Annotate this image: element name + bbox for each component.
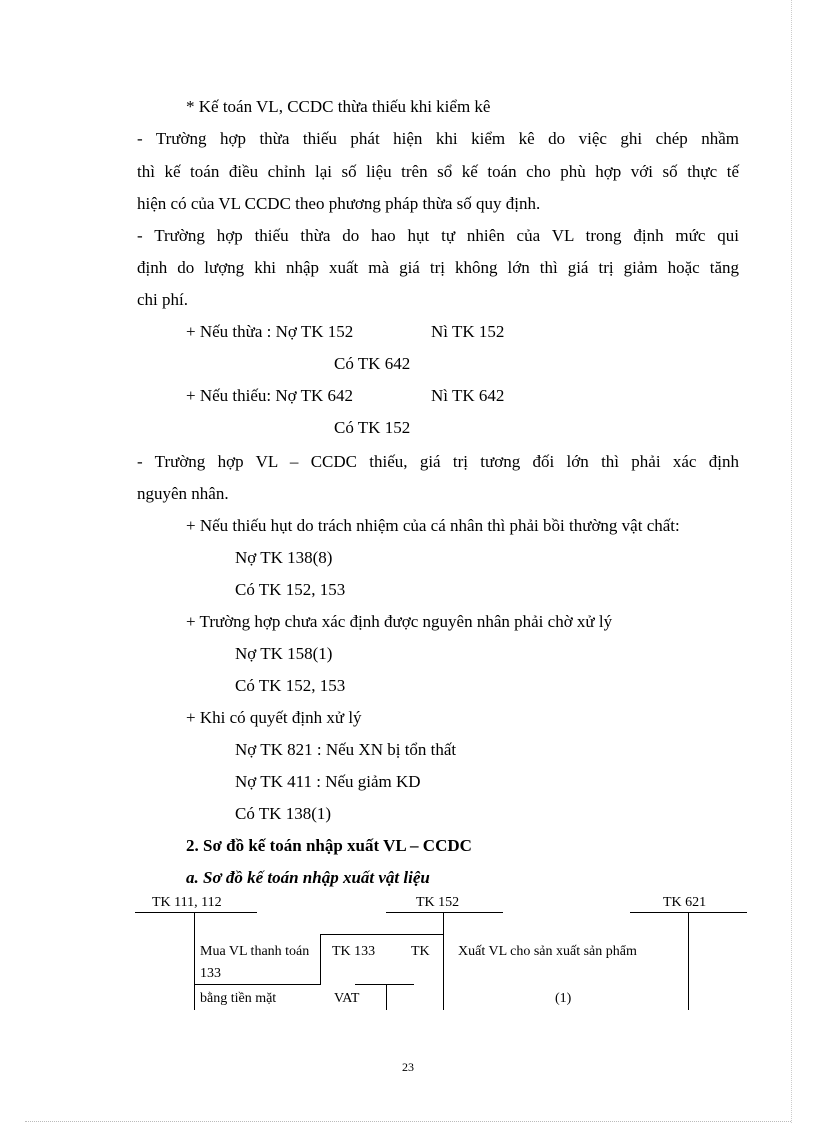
journal-entry: Nợ TK 158(1) [235,644,333,663]
entry-thua-debit: + Nếu thừa : Nợ TK 152 [186,322,354,341]
page-number: 23 [402,1060,414,1074]
paragraph-line: - Trường hợp thiếu thừa do hao hụt tự nhiên của VL trong định mức qui [137,226,739,245]
paragraph-line: nguyên nhân. [137,484,229,503]
text-tk: TK [411,944,430,959]
tk133-top-rule [320,934,443,935]
account-label-tk133: TK 133 [332,944,376,959]
paragraph-line: + Trường hợp chưa xác định được nguyên nhân phải chờ xử lý [186,612,613,631]
t-account-top-rule [135,912,257,913]
paragraph-line: - Trường hợp VL – CCDC thiếu, giá trị tương đối lớn thì phải xác định [137,452,739,471]
flow-line [195,984,321,985]
text-mua-vl: Mua VL thanh toán [200,944,310,959]
paragraph-line: chi phí. [137,290,188,309]
account-label-tk111: TK 111, 112 [152,895,222,910]
text-133: 133 [200,966,221,981]
t-account-divider [443,913,444,1010]
journal-entry: Có TK 152, 153 [235,580,346,599]
account-label-tk152: TK 152 [416,895,460,910]
text-xuat-vl: Xuất VL cho sản xuất sản phẩm [458,944,637,959]
journal-entry: Có TK 138(1) [235,804,332,823]
subsection-heading: a. Sơ đồ kế toán nhập xuất vật liệu [186,868,430,887]
text-vat: VAT [334,991,360,1006]
paragraph-line: - Trường hợp thừa thiếu phát hiện khi kiểm kê do việc ghi chép nhầm [137,129,739,148]
tk133-left-rule [320,934,321,984]
vat-rule [355,984,414,985]
journal-entry: Nợ TK 411 : Nếu giảm KD [235,772,421,791]
paragraph-line: + Khi có quyết định xử lý [186,708,362,727]
section-heading-kiem-ke: * Kế toán VL, CCDC thừa thiếu khi kiểm kê [186,97,491,116]
paragraph-line: định do lượng khi nhập xuất mà giá trị không lớn thì giá trị giảm hoặc tăng [137,258,739,277]
paragraph-line: + Nếu thiếu hụt do trách nhiệm của cá nhân thì phải bồi thường vật chất: [186,516,680,535]
paragraph-line: hiện có của VL CCDC theo phương pháp thừa số quy định. [137,194,541,213]
journal-entry: Có TK 152, 153 [235,676,346,695]
t-account-top-rule [386,912,503,913]
journal-entry: Nợ TK 821 : Nếu XN bị tổn thất [235,740,457,759]
t-account-divider [194,913,195,1010]
page-bottom-rule [25,1121,791,1122]
page-right-rule [791,0,792,1123]
entry-thua-credit: Có TK 642 [334,354,411,373]
journal-entry: Nợ TK 138(8) [235,548,333,567]
entry-thua-alt: Nì TK 152 [431,322,505,341]
text-step-1: (1) [555,991,572,1006]
t-account-divider [688,913,689,1010]
account-label-tk621: TK 621 [663,895,707,910]
paragraph-line: thì kế toán điều chỉnh lại số liệu trên sổ kế toán cho phù hợp với số thực tế [137,162,739,181]
text-bang-tien-mat: bằng tiền mặt [200,991,277,1006]
entry-thieu-alt: Nì TK 642 [431,386,505,405]
entry-thieu-credit: Có TK 152 [334,418,411,437]
section-heading: 2. Sơ đồ kế toán nhập xuất VL – CCDC [186,836,472,855]
vat-divider [386,984,387,1010]
entry-thieu-debit: + Nếu thiếu: Nợ TK 642 [186,386,353,405]
